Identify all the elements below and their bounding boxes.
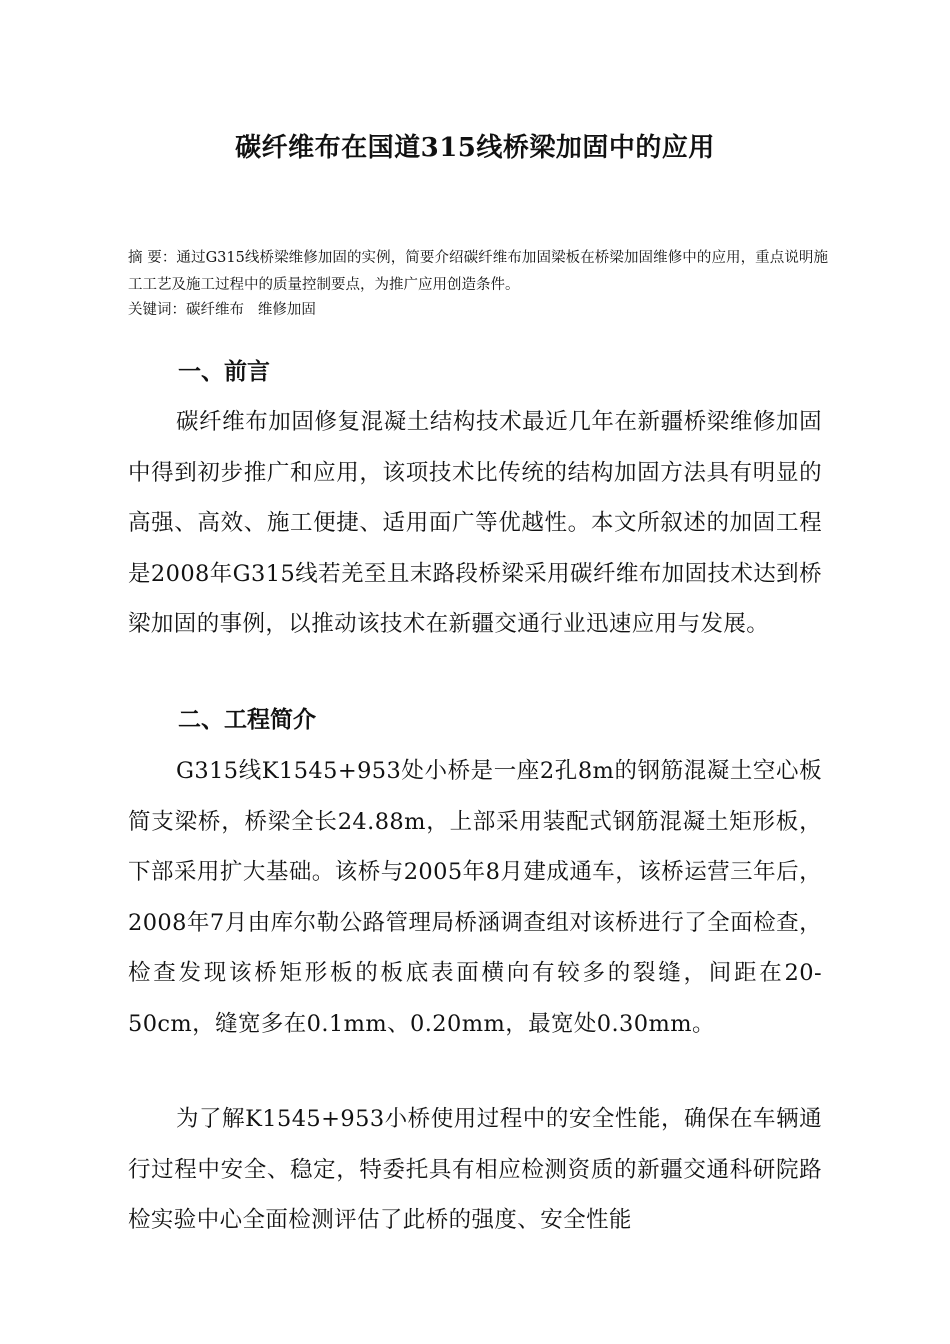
paragraph-preface: 碳纤维布加固修复混凝土结构技术最近几年在新疆桥梁维修加固中得到初步推广和应用，该项技术比传统的结构加固方法具有明显的高强、高效、施工便捷、适用面广等优越性。本文所叙述的加固工程是2008年G315线若羌至且末路段桥梁采用碳纤维布加固技术达到桥梁加固的事例，以推动该技术在新疆交通行业迅速应用与发展。 [128,409,822,637]
paragraph-project-overview-2: 为了解K1545+953小桥使用过程中的安全性能，确保在车辆通行过程中安全、稳定，特委托具有相应检测资质的新疆交通科研院路检实验中心全面检测评估了此桥的强度、安全性能 [128,1106,822,1233]
section-heading-preface: 一、前言 [178,358,270,385]
abstract-text: 摘 要：通过G315线桥梁维修加固的实例，简要介绍碳纤维布加固梁板在桥梁加固维修中的应用，重点说明施工工艺及施工过程中的质量控制要点，为推广应用创造条件。 [128,250,828,293]
document-title: 碳纤维布在国道315线桥梁加固中的应用 [235,133,715,163]
paragraph-project-overview-1: G315线K1545+953处小桥是一座2孔8m的钢筋混凝土空心板简支梁桥，桥梁全长24.88m，上部采用装配式钢筋混凝土矩形板，下部采用扩大基础。该桥与2005年8月建成通车，该桥运营三年后，2008年7月由库尔勒公路管理局桥涵调查组对该桥进行了全面检查，检查发现该桥矩形板的板底表面横向有较多的裂缝，间距在20-50cm，缝宽多在0.1mm、0.20mm，最宽处0.30mm。 [128,758,822,1037]
section-heading-project-overview: 二、工程简介 [178,706,316,733]
keywords-text: 关键词：碳纤维布 维修加固 [128,302,316,318]
